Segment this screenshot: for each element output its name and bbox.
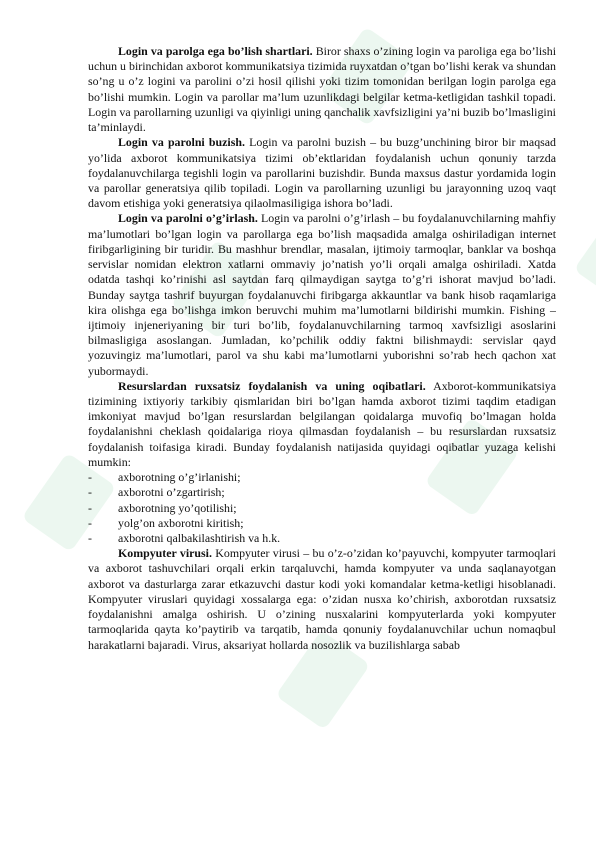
heading-login-password-conditions: Login va parolga ega bo’lish shartlari. <box>118 44 313 58</box>
dash-bullet: - <box>88 485 92 500</box>
paragraph-login-password-cracking <box>88 135 556 211</box>
heading-login-password-theft: Login va parolni o’g’irlash. <box>118 211 258 226</box>
body-computer-virus: Kompyuter virusi – bu o’z-o’zidan ko’payuvchi, kompyuter tarmoqlari va axborot tashuvchilari orqali erkin tarqaluvchi, hamda kompyuter va unda saqlanayotgan axborot va dasturlarga zarar etkazuvchi dastur kodi yoki komandalar ketma-ketligi hisoblanadi. Kompyuter viruslari quyidagi xossalarga ega: o’zidan nusxa ko’chirish, axborotdan ruxsatsiz foydalanishni amalga oshirish. U o’zining nusxalarini kompyuterlarda yoki kompyuter tarmoqlarida qayta ko’paytirib va tarqatib, hamda qonuniy foydalanuvchilar uchun nomaqbul harakatlarni bajaradi. Virus, aksariyat hollarda nosozlik va buzilishlarga sabab <box>88 546 556 652</box>
list-item <box>88 531 556 546</box>
paragraph-unauthorized-access <box>88 379 556 470</box>
document-page <box>88 44 556 834</box>
heading-computer-virus: Kompyuter virusi. <box>118 546 212 561</box>
dash-bullet: - <box>88 515 92 530</box>
paragraph-login-password-theft <box>88 211 556 378</box>
body-login-password-cracking: Login va parolni buzish – bu buzg’unchining biror bir maqsad yo’lida axborot kommunikatsiya tizimi ob’ektlaridan foydalanish uchun qonuniy tarzda foydalanuvchilarga tegishli login va parollarini buzishdir. Bunda maxsus dastur yordamida login va parollar generatsiya qilib topiladi. Login va parollarning uzunligi bu jarayonning uzoq vaqt davom etishiga yoki generatsiya qilaolmasiligiga ishora bo’ladi. <box>88 135 556 211</box>
heading-login-password-cracking: Login va parolni buzish. <box>118 135 245 150</box>
list-item <box>88 470 556 485</box>
paragraph-computer-virus <box>88 546 556 653</box>
dash-bullet: - <box>88 500 92 515</box>
list-item <box>88 485 556 500</box>
paragraph-login-password-conditions <box>88 44 556 135</box>
list-item <box>88 516 556 531</box>
heading-unauthorized-access: Resurslardan ruxsatsiz foydalanish va uning oqibatlari. <box>118 378 426 393</box>
list-item-text: yolg’on axborotni kiritish; <box>118 515 244 530</box>
list-item <box>88 501 556 516</box>
body-unauthorized-access: Axborot-kommunikatsiya tizimining ixtiyoriy tarkibiy qismlaridan biri bo’lgan hamda axborot tizimi taqdim etadigan imkoniyat mavjud bo’lgan resurslardan belgilangan qoidalarga muvofiq bo’lmagan holda foydalanishni cheklash qoidalariga rioya qilmasdan foydalanish – bu resurslardan ruxsatsiz foydalanish toifasiga kiradi. Bunday foydalanish natijasida quyidagi oqibatlar yuzaga kelishi mumkin: <box>88 378 556 469</box>
body-login-password-theft: Login va parolni o’g’irlash – bu foydalanuvchilarning mahfiy ma’lumotlari bo’lgan login va parollarga ega bo’lish maqsadida amalga oshiriladigan internet firibgarligining bir turidir. Bu mashhur brendlar, masalan, ijtimoiy tarmoqlar, banklar va boshqa servislar nomidan elektron xatlarni ommaviy jo’natish yo’li orqali amalga oshiriladi. Xatda odatda tashqi ko’rinishi asl saytdan farq qilmaydigan saytga to’g’ri ishorat mavjud bo’ladi. Bunday saytga tashrif buyurgan foydalanuvchi firibgarga akkauntlar va bank hisob raqamlariga kira olishga ega bo’lishga imkon beruvchi muhim ma’lumotlarni bildirishi mumkin. Fishing – ijtimoiy injeneriyaning bir turi bo’lib, foydalanuvchilarning tarmoq xavfsizligi asoslarini bilmasligiga asoslangan. Jumladan, ko’pchilik oddiy faktni bilishmaydi: servislar qayd yozuvingiz ma’lumotlari, parol va shu kabi ma’lumotlarni yuborishni so’rab hech qachon xat yubormaydi. <box>88 211 556 378</box>
dash-bullet: - <box>88 470 92 485</box>
body-login-password-conditions: Biror shaxs o’zining login va paroliga ega bo’lishi uchun u birinchidan axborot kommunikatsiya tizimida ruyxatdan o’tgan bo’lishi kerak va shundan so’ng u o’z logini va parolini o’zi hosil qilishi yoki tizim tomonidan berilgan login parolga ega bo’lishi mumkin. Login va parollar ma’lum uzunlikdagi belgilar ketma-ketligidan tashkil topadi. Login va parollarning uzunligi va qiyinligi uning qanchalik xavfsizligini ya’ni buzib bo’lmasligini ta’minlaydi. <box>88 44 556 135</box>
list-item-text: axborotni o’zgartirish; <box>118 485 225 500</box>
list-item-text: axborotni qalbakilashtirish va h.k. <box>118 531 281 545</box>
consequences-list <box>88 470 556 546</box>
dash-bullet: - <box>88 531 92 545</box>
list-item-text: axborotning yo’qotilishi; <box>118 500 237 515</box>
list-item-text: axborotning o’g’irlanishi; <box>118 470 241 485</box>
